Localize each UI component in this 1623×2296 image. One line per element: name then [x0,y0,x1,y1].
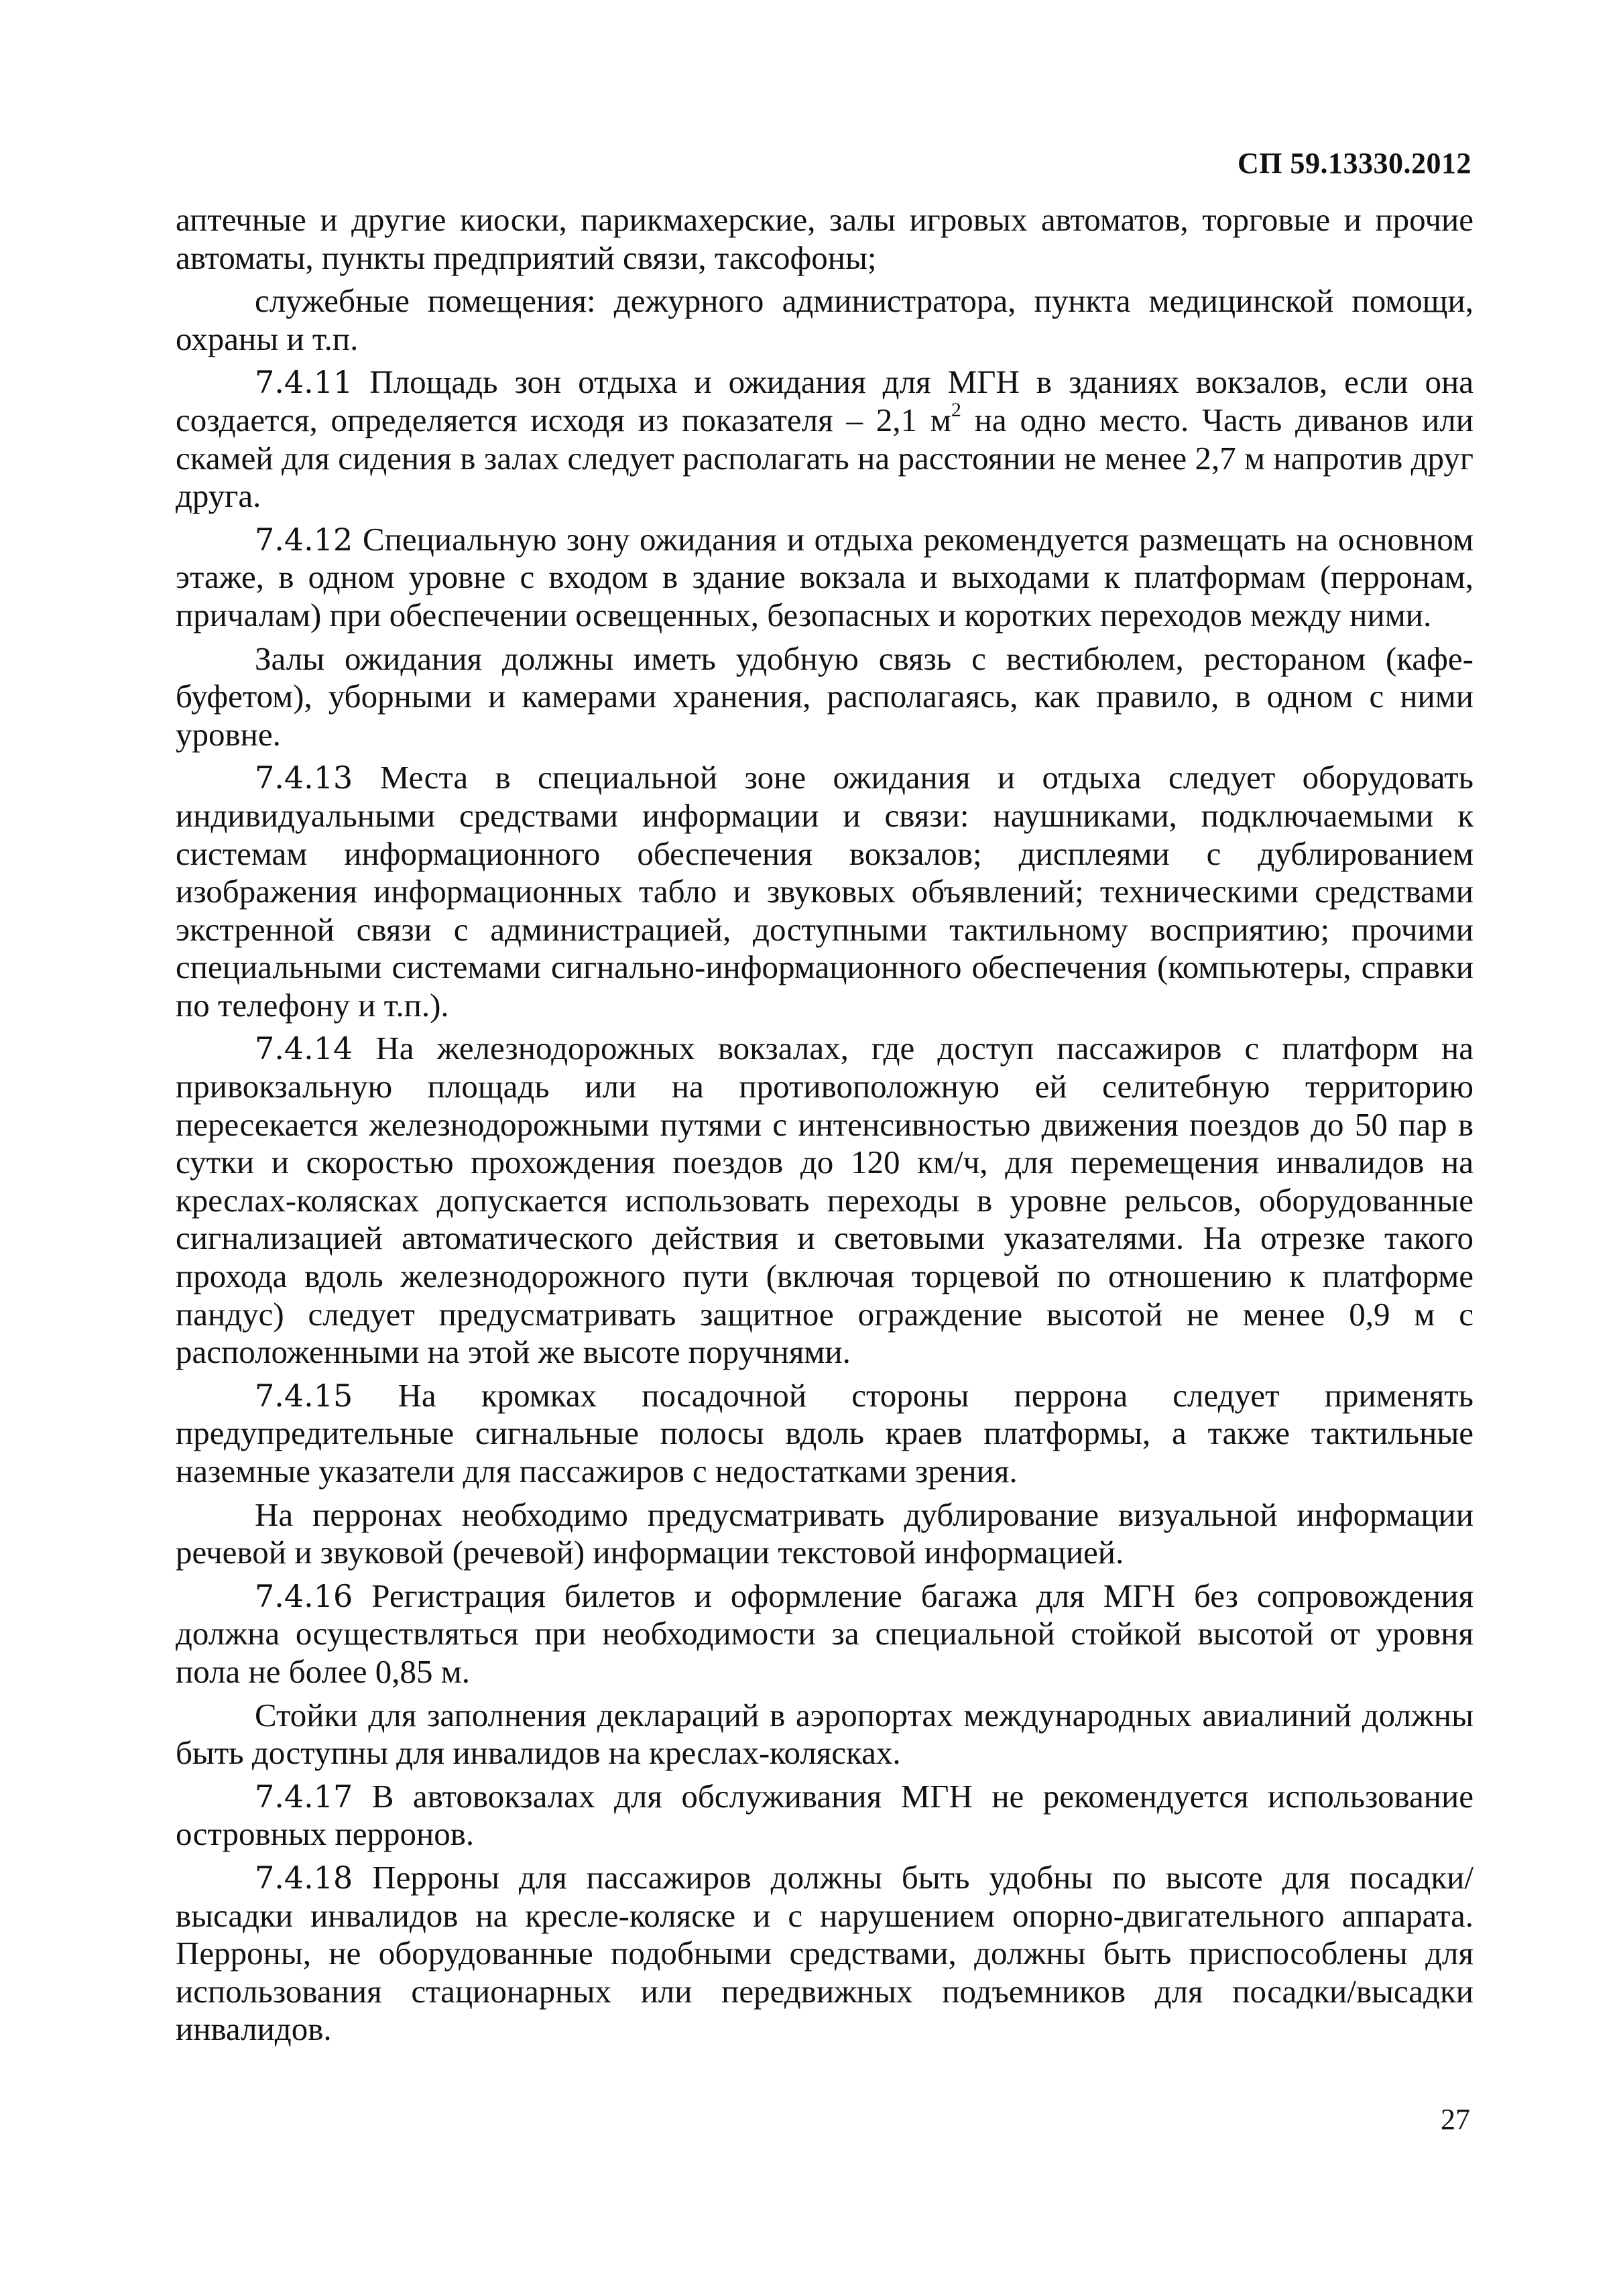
clause-number: 7.4.11 [255,364,353,401]
clause-7-4-15 [176,1377,1474,1491]
paragraph-text: служебные помещения: дежурного администратора, пункта медицинской помощи, охраны и т.п. [176,282,1474,357]
clause-7-4-17 [176,1778,1474,1854]
clause-number: 7.4.16 [255,1577,353,1614]
clause-7-4-16 [176,1577,1474,1691]
paragraph-text: Стойки для заполнения деклараций в аэропортах международных авиалиний должны быть доступны для инвалидов на креслах-колясках. [176,1696,1474,1772]
paragraph-platform-info [176,1496,1474,1572]
paragraph-text: на одно место. Часть диванов или скамей для сидения в залах следует располагать на расстоянии не менее 2,7 м напротив друг друга. [176,401,1474,515]
paragraph-declaration-stands [176,1697,1474,1772]
paragraph-2 [176,282,1474,358]
paragraph-text: На кромках посадочной стороны перрона следует применять предупредительные сигнальные полосы вдоль краев платформы, а также тактильные наземные указатели для пассажиров с недостатками зрения. [176,1376,1474,1490]
paragraph-text: На перронах необходимо предусматривать дублирование визуальной информации речевой и звуковой (речевой) информации текстовой информацией. [176,1496,1474,1571]
clause-number: 7.4.15 [255,1377,353,1414]
clause-number: 7.4.18 [255,1859,353,1896]
paragraph-1 [176,201,1474,277]
paragraph-text: В автовокзалах для обслуживания МГН не рекомендуется использование островных перронов. [176,1777,1474,1853]
clause-number: 7.4.12 [255,521,353,558]
paragraph-text: аптечные и другие киоски, парикмахерские, залы игровых автоматов, торговые и прочие автоматы, пункты предприятий связи, таксофоны; [176,201,1474,276]
document-code: СП 59.13330.2012 [1238,147,1471,180]
clause-7-4-14 [176,1030,1474,1371]
paragraph-text: Площадь зон отдыха и ожидания для МГН в зданиях вокзалов, если она создается, определяется исходя из показателя – 2,1 м [176,363,1474,438]
paragraph-text: Перроны для пассажиров должны быть удобны по высоте для посадки/высадки инвалидов на кресле-коляске и с нарушением опорно-двигательного аппарата. Перроны, не оборудованные подобными средствами, должны быть приспособлены для использования стационарных или передвижных подъемников для посадки/высадки инвалидов. [176,1858,1474,2048]
paragraph-text: Регистрация билетов и оформление багажа для МГН без сопровождения должна осуществляться при необходимости за специальной стойкой высотой от уровня пола не более 0,85 м. [176,1577,1474,1690]
paragraph-text: На железнодорожных вокзалах, где доступ пассажиров с платформ на привокзальную площадь или на противоположную ей селитебную территорию пересекается железнодорожными путями с интенсивностью движения поездов до 50 пар в сутки и скоростью прохождения поездов до 120 км/ч, для перемещения инвалидов на креслах-колясках допускается использовать переходы в уровне рельсов, оборудованные сигнализацией автоматического действия и световыми указателями. На отрезке такого прохода вдоль железнодорожного пути (включая торцевой по отношению к платформе пандус) следует предусматривать защитное ограждение высотой не менее 0,9 м с расположенными на этой же высоте поручнями. [176,1030,1474,1371]
body-text [176,201,1474,2049]
clause-number: 7.4.14 [255,1030,353,1067]
clause-7-4-12 [176,521,1474,635]
clause-7-4-18 [176,1859,1474,2049]
paragraph-text: Места в специальной зоне ожидания и отдыха следует оборудовать индивидуальными средствами информации и связи: наушниками, подключаемыми к системам информационного обеспечения вокзалов; дисплеями с дублированием изображения информационных табло и звуковых объявлений; техническими средствами экстренной связи с администрацией, доступными тактильному восприятию; прочими специальными системами сигнально-информационного обеспечения (компьютеры, справки по телефону и т.п.). [176,759,1474,1024]
paragraph-text: Залы ожидания должны иметь удобную связь с вестибюлем, рестораном (кафе-буфетом), уборными и камерами хранения, располагаясь, как правило, в одном с ними уровне. [176,640,1474,753]
clause-number: 7.4.13 [255,760,353,796]
clause-7-4-13 [176,759,1474,1024]
clause-7-4-11 [176,363,1474,515]
paragraph-text: Специальную зону ожидания и отдыха рекомендуется размещать на основном этаже, в одном уровне с входом в здание вокзала и выходами к платформам (перронам, причалам) при обеспечении освещенных, безопасных и коротких переходов между ними. [176,520,1474,633]
page-number: 27 [1441,2103,1470,2136]
paragraph-waiting-halls [176,640,1474,754]
clause-number: 7.4.17 [255,1778,353,1815]
superscript: 2 [951,398,961,421]
